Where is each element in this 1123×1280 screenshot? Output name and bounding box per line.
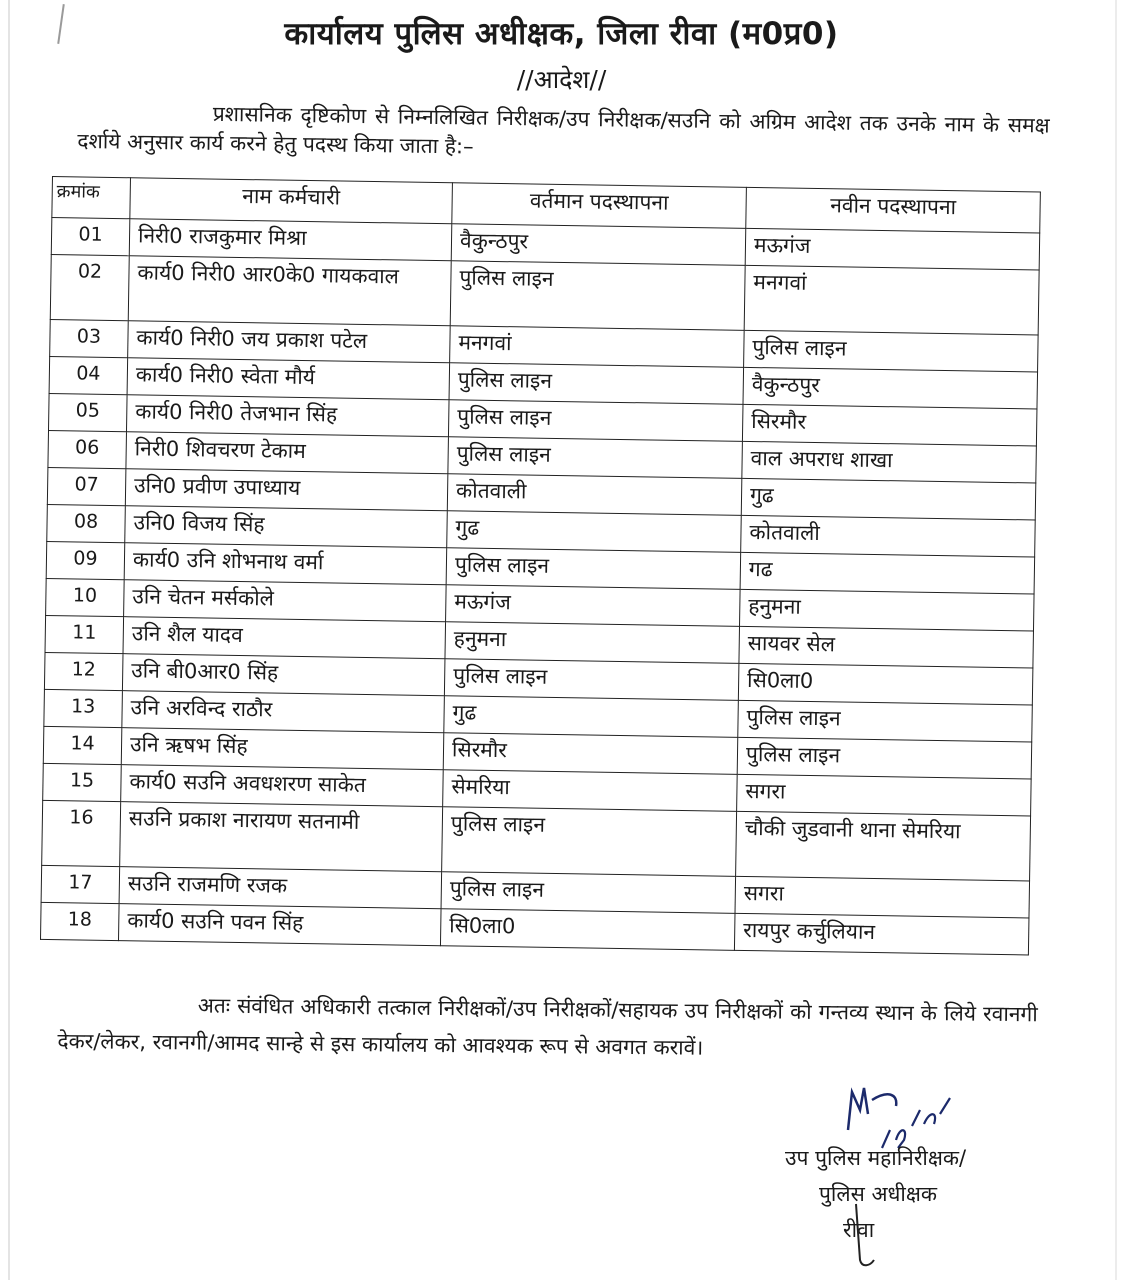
row-current-posting: पुलिस लाइन xyxy=(449,363,744,405)
header-employee-name: नाम कर्मचारी xyxy=(130,178,453,224)
row-employee-name: कार्य0 सउनि अवधशरण साकेत xyxy=(121,765,444,807)
row-serial: 09 xyxy=(46,541,125,579)
row-new-posting: गुढ xyxy=(741,478,1036,520)
row-serial: 13 xyxy=(44,689,123,727)
page-edge-left xyxy=(8,0,10,1280)
row-serial: 06 xyxy=(48,430,127,468)
row-current-posting: सि0ला0 xyxy=(440,909,735,951)
row-new-posting: सगरा xyxy=(737,774,1032,816)
footer-instruction: अतः संवंधित अधिकारी तत्काल निरीक्षकों/उप निरीक्षकों/सहायक उप निरीक्षकों को गन्तव्य स्थान के लिये रवानगी देकर/लेकर, रवानगी/आमद सान्हे से इस कार्यालय को आवश्यक रूप से अवगत करावें। xyxy=(57,993,1038,1060)
office-title: कार्यालय पुलिस अधीक्षक, जिला रीवा (म0प्र0) xyxy=(284,16,839,52)
row-serial: 14 xyxy=(43,726,122,764)
intro-paragraph: प्रशासनिक दृष्टिकोण से निम्नलिखित निरीक्षक/उप निरीक्षक/सउनि को अग्रिम आदेश तक उनके नाम के समक्ष दर्शाये अनुसार कार्य करने हेतु पदस्थ किया जाता है:– xyxy=(77,101,1050,159)
row-employee-name: उनि0 प्रवीण उपाध्याय xyxy=(125,469,448,511)
row-current-posting: पुलिस लाइन xyxy=(448,400,743,442)
row-new-posting: वाल अपराध शाखा xyxy=(742,441,1037,483)
row-new-posting: सायवर सेल xyxy=(739,626,1034,668)
row-new-posting: गढ xyxy=(740,552,1035,594)
row-employee-name: कार्य0 निरी0 जय प्रकाश पटेल xyxy=(128,321,451,363)
row-employee-name: निरी0 राजकुमार मिश्रा xyxy=(129,219,452,261)
header-new-posting: नवीन पदस्थापना xyxy=(746,187,1041,233)
row-employee-name: कार्य0 निरी0 तेजभान सिंह xyxy=(126,395,449,437)
row-serial: 01 xyxy=(51,218,130,256)
row-new-posting: सि0ला0 xyxy=(738,663,1033,705)
row-serial: 11 xyxy=(45,615,124,653)
row-new-posting: हनुमना xyxy=(740,589,1035,631)
signatory-designation-1: उप पुलिस महानिरीक्षक/ xyxy=(785,1146,967,1170)
row-employee-name: उनि चेतन मर्सकोले xyxy=(124,580,447,622)
row-serial: 18 xyxy=(41,902,120,940)
signature-stroke xyxy=(850,1200,880,1270)
row-new-posting: सिरमौर xyxy=(742,404,1037,446)
row-new-posting: कोतवाली xyxy=(741,515,1036,557)
signatory-designation-2: पुलिस अधीक्षक xyxy=(819,1182,938,1206)
row-new-posting: पुलिस लाइन xyxy=(737,737,1032,779)
row-current-posting: कोतवाली xyxy=(447,474,742,516)
posting-table-wrapper xyxy=(40,176,1040,955)
header-serial: क्रमांक xyxy=(52,177,131,219)
row-current-posting: पुलिस लाइन xyxy=(441,872,736,914)
row-employee-name: उनि ऋषभ सिंह xyxy=(121,728,444,770)
row-current-posting: मनगवां xyxy=(450,326,745,368)
row-employee-name: उनि बी0आर0 सिंह xyxy=(122,654,445,696)
row-current-posting: पुलिस लाइन xyxy=(446,548,741,590)
row-serial: 16 xyxy=(42,800,121,866)
row-new-posting: वैकुन्ठपुर xyxy=(743,367,1038,409)
row-current-posting: हनुमना xyxy=(445,622,740,664)
row-employee-name: निरी0 शिवचरण टेकाम xyxy=(126,432,449,474)
header-current-posting: वर्तमान पदस्थापना xyxy=(452,183,747,229)
row-current-posting: वैकुन्ठपुर xyxy=(451,224,746,266)
signatory-location: रीवा xyxy=(843,1218,875,1242)
row-employee-name: उनि शैल यादव xyxy=(123,617,446,659)
row-current-posting: गुढ xyxy=(444,696,739,738)
row-new-posting: मऊगंज xyxy=(745,228,1040,270)
row-current-posting: पुलिस लाइन xyxy=(448,437,743,479)
signatory-block xyxy=(785,1140,1045,1248)
row-current-posting: सिरमौर xyxy=(443,733,738,775)
posting-table xyxy=(40,176,1041,955)
row-employee-name: कार्य0 उनि शोभनाथ वर्मा xyxy=(124,543,447,585)
row-serial: 02 xyxy=(50,254,129,320)
row-serial: 12 xyxy=(44,652,123,690)
row-current-posting: गुढ xyxy=(447,511,742,553)
row-current-posting: सेमरिया xyxy=(443,770,738,812)
row-new-posting: मनगवां xyxy=(744,265,1039,335)
row-current-posting: पुलिस लाइन xyxy=(442,807,737,877)
row-serial: 08 xyxy=(47,504,126,542)
row-employee-name: कार्य0 निरी0 आर0के0 गायकवाल xyxy=(128,256,451,326)
row-current-posting: मऊगंज xyxy=(446,585,741,627)
row-employee-name: उनि0 विजय सिंह xyxy=(125,506,448,548)
row-new-posting: पुलिस लाइन xyxy=(738,700,1033,742)
row-serial: 15 xyxy=(43,763,122,801)
row-new-posting: रायपुर कर्चुलियान xyxy=(734,913,1029,955)
row-employee-name: कार्य0 सउनि पवन सिंह xyxy=(118,904,441,946)
row-current-posting: पुलिस लाइन xyxy=(444,659,739,701)
row-serial: 04 xyxy=(49,356,128,394)
row-employee-name: उनि अरविन्द राठौर xyxy=(122,691,445,733)
row-serial: 05 xyxy=(49,393,128,431)
row-new-posting: पुलिस लाइन xyxy=(744,330,1039,372)
row-employee-name: सउनि राजमणि रजक xyxy=(119,867,442,909)
order-heading: //आदेश// xyxy=(516,65,607,94)
page-edge-right xyxy=(1115,0,1117,1280)
row-employee-name: कार्य0 निरी0 स्वेता मौर्य xyxy=(127,358,450,400)
row-serial: 03 xyxy=(50,319,129,357)
row-new-posting: चौकी जुडवानी थाना सेमरिया xyxy=(736,811,1031,881)
row-new-posting: सगरा xyxy=(735,876,1030,918)
row-employee-name: सउनि प्रकाश नारायण सतनामी xyxy=(120,802,443,872)
row-current-posting: पुलिस लाइन xyxy=(450,261,745,331)
row-serial: 17 xyxy=(41,865,120,903)
row-serial: 10 xyxy=(46,578,125,616)
row-serial: 07 xyxy=(47,467,126,505)
